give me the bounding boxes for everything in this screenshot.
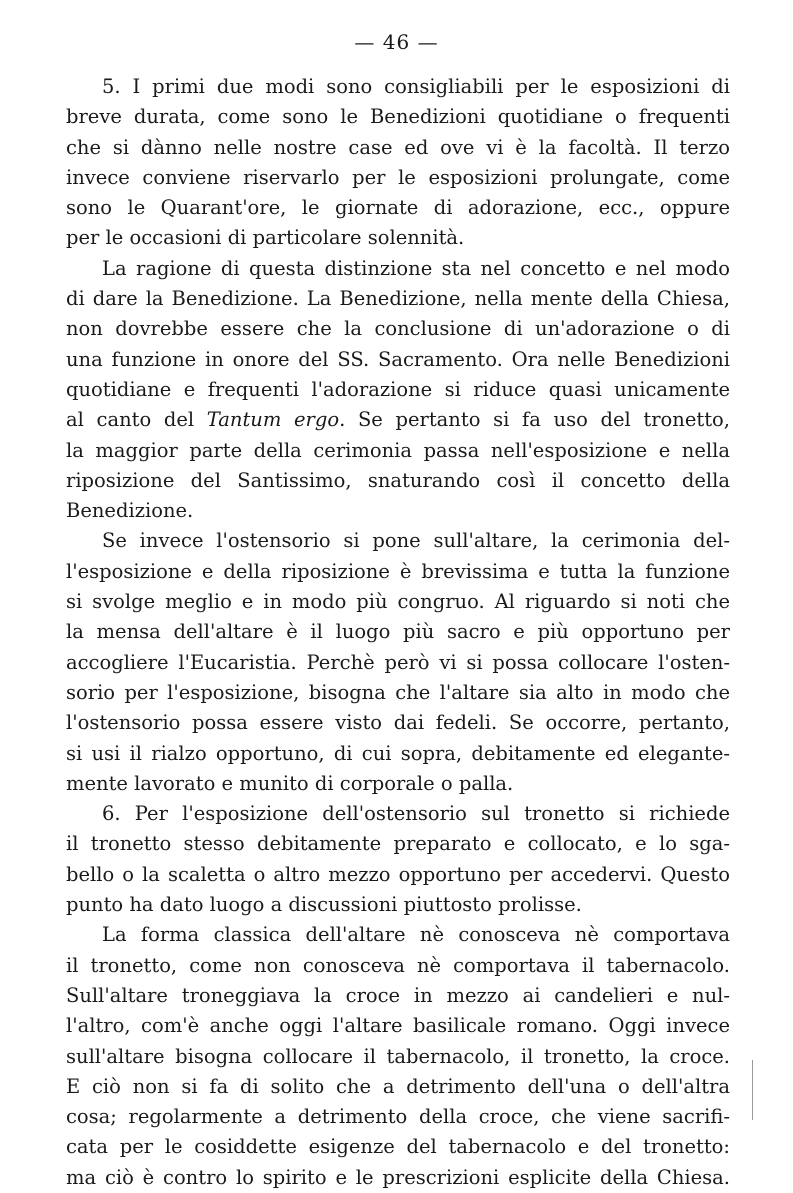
- text-segment: al canto del: [66, 408, 207, 432]
- text-line: cosa; regolarmente a detrimento della croce, che viene sacrifi-: [66, 1105, 730, 1129]
- text-line: di dare la Benedizione. La Benedizione, nella mente della Chiesa,: [66, 287, 730, 311]
- text-line: quotidiane e frequenti l'adorazione si riduce quasi unicamente: [66, 377, 730, 401]
- text-line: invece conviene riservarlo per le esposizioni prolungate, come: [66, 165, 730, 189]
- text-line: non dovrebbe essere che la conclusione di un'adorazione o di: [66, 317, 730, 341]
- italic-title: Tantum ergo: [206, 408, 340, 432]
- text-line: 5. I primi due modi sono consigliabili per le esposizioni di: [102, 75, 730, 98]
- text-line: La ragione di questa distinzione sta nel concetto e nel modo: [102, 256, 730, 280]
- text-line: 6. Per l'esposizione dell'ostensorio sul tronetto si richiede: [102, 802, 730, 826]
- text-line: riposizione del Santissimo, snaturando così il concetto della: [66, 468, 730, 492]
- text-line: Sull'altare troneggiava la croce in mezzo ai candelieri e nul-: [66, 983, 730, 1007]
- text-line: Se invece l'ostensorio si pone sull'altare, la cerimonia del-: [102, 529, 730, 553]
- text-line: la maggior parte della cerimonia passa nell'esposizione e nella: [66, 438, 730, 462]
- text-line: che si dànno nelle nostre case ed ove vi è la facoltà. Il terzo: [66, 135, 730, 159]
- text-line: la mensa dell'altare è il luogo più sacro e più opportuno per: [66, 620, 730, 644]
- text-line-with-italic: [66, 405, 730, 435]
- text-line: sull'altare bisogna collocare il tabernacolo, il tronetto, la croce.: [66, 1044, 730, 1068]
- text-line: La forma classica dell'altare nè conosceva nè comportava: [102, 923, 730, 947]
- text-line: sorio per l'esposizione, bisogna che l'altare sia alto in modo che: [66, 680, 730, 704]
- text-line: breve durata, come sono le Benedizioni quotidiane o frequenti: [66, 105, 730, 129]
- text-line: punto ha dato luogo a discussioni piuttosto prolisse.: [66, 893, 582, 917]
- text-line: sono le Quarant'ore, le giornate di adorazione, ecc., oppure: [66, 196, 730, 220]
- text-line: per le occasioni di particolare solennità.: [66, 226, 465, 250]
- text-line: il tronetto stesso debitamente preparato e collocato, e lo sga-: [66, 832, 730, 856]
- text-line: una funzione in onore del SS. Sacramento. Ora nelle Benedizioni: [66, 347, 730, 371]
- page-number: — 46 —: [354, 30, 439, 54]
- text-line: il tronetto, come non conosceva nè comportava il tabernacolo.: [66, 953, 730, 977]
- text-line: bello o la scaletta o altro mezzo opportuno per accedervi. Questo: [66, 862, 730, 886]
- text-line: E ciò non si fa di solito che a detrimento dell'una o dell'altra: [66, 1074, 730, 1098]
- body-text: [66, 72, 730, 1193]
- text-line: l'altro, com'è anche oggi l'altare basilicale romano. Oggi invece: [66, 1014, 730, 1038]
- text-line: si usi il rialzo opportuno, di cui sopra, debitamente ed elegante-: [66, 741, 730, 765]
- text-line: Benedizione.: [66, 499, 194, 523]
- text-line: cata per le cosiddette esigenze del tabernacolo e del tronetto:: [66, 1135, 730, 1159]
- text-line: mente lavorato e munito di corporale o palla.: [66, 771, 514, 795]
- text-line: si svolge meglio e in modo più congruo. Al riguardo si noti che: [66, 590, 730, 614]
- text-line: l'esposizione e della riposizione è brevissima e tutta la funzione: [66, 559, 730, 583]
- text-line: accogliere l'Eucaristia. Perchè però vi si possa collocare l'osten-: [66, 650, 730, 674]
- page-edge-rule: [752, 1060, 753, 1120]
- text-line: ma ciò è contro lo spirito e le prescrizioni esplicite della Chiesa.: [66, 1165, 730, 1189]
- text-segment: . Se pertanto si fa uso del tronetto,: [339, 408, 730, 432]
- text-line: l'ostensorio possa essere visto dai fedeli. Se occorre, pertanto,: [66, 711, 730, 735]
